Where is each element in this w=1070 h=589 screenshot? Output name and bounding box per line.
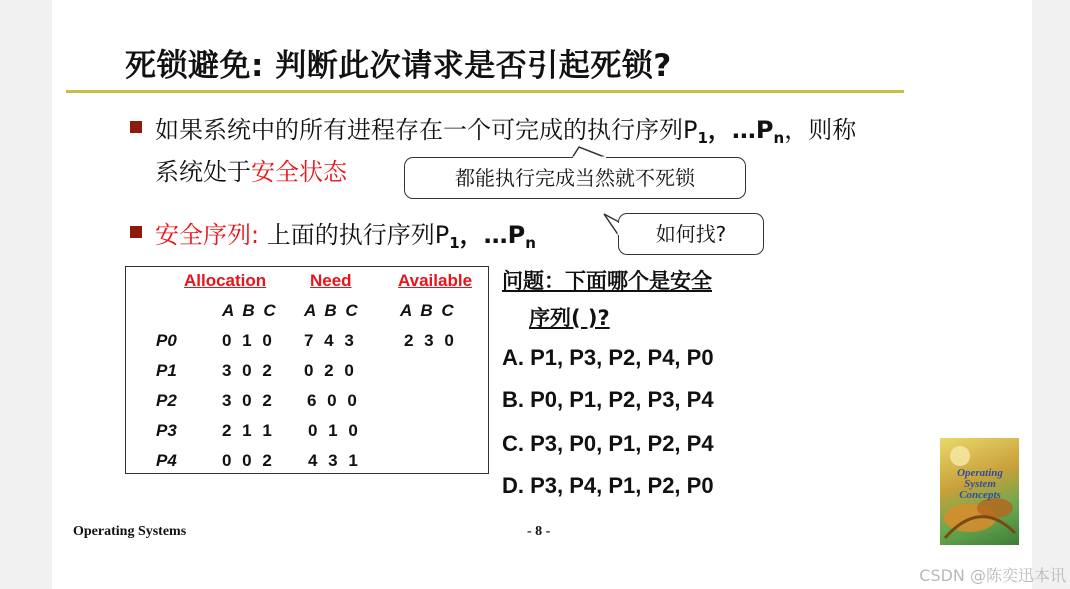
csdn-watermark: CSDN @陈奕迅本讯 [919,566,1066,585]
subscript-n: n [773,129,785,147]
book-cover-title: Operating System Concepts [957,467,1003,501]
alloc-p0: 0 1 0 [222,331,275,350]
option-b: B. P0, P1, P2, P3, P4 [502,387,714,412]
slide [52,0,1032,589]
resource-table [125,266,489,474]
bullet-2-line [155,215,536,250]
bullet-2-mid: ，…P [459,221,526,249]
abc-need: A B C [304,301,360,320]
available-p0: 2 3 0 [404,331,457,350]
process-p4: P4 [156,451,177,470]
page-number: - 8 - [527,524,551,539]
safe-sequence-term: 安全序列: [155,221,260,249]
subscript-1: 1 [449,234,460,252]
alloc-p4: 0 0 2 [222,451,275,470]
bullet-1-suffix: ，则称 [784,116,857,144]
need-p4: 4 3 1 [308,451,361,470]
alloc-p3: 2 1 1 [222,421,275,440]
slide-title: 死锁避免: 判断此次请求是否引起死锁? [125,48,672,84]
option-d: D. P3, P4, P1, P2, P0 [502,473,714,498]
process-p2: P2 [156,391,177,410]
process-p1: P1 [156,361,177,380]
header-allocation: Allocation [184,271,267,290]
alloc-p1: 3 0 2 [222,361,275,380]
question-line-2: 序列( )? [529,306,610,330]
abc-available: A B C [400,301,456,320]
bullet-marker-2 [130,226,142,238]
bullet-1-prefix: 如果系统中的所有进程存在一个可完成的执行序列P [155,116,698,144]
need-p3: 0 1 0 [308,421,361,440]
need-p2: 6 0 0 [307,391,360,410]
callout-how-to-find: 如何找? [618,213,764,255]
footer-course-name: Operating Systems [73,524,187,539]
bullet-1-line2-prefix: 系统处于 [155,158,251,186]
process-p3: P3 [156,421,177,440]
question-line-1: 问题：下面哪个是安全 [502,269,712,293]
subscript-1: 1 [697,129,708,147]
need-p1: 0 2 0 [304,361,357,380]
option-c: C. P3, P0, P1, P2, P4 [502,431,714,456]
abc-allocation: A B C [222,301,278,320]
safe-state-term: 安全状态 [251,158,347,186]
header-need: Need [310,271,352,290]
callout-no-deadlock: 都能执行完成当然就不死锁 [404,157,746,199]
bullet-1-mid: ，…P [707,116,774,144]
process-p0: P0 [156,331,177,350]
alloc-p2: 3 0 2 [222,391,275,410]
need-p0: 7 4 3 [304,331,357,350]
book-cover-image [940,438,1019,545]
bullet-2-text: 上面的执行序列P [259,221,450,249]
option-a: A. P1, P3, P2, P4, P0 [502,345,714,370]
subscript-n: n [525,234,536,252]
header-available: Available [398,271,473,290]
